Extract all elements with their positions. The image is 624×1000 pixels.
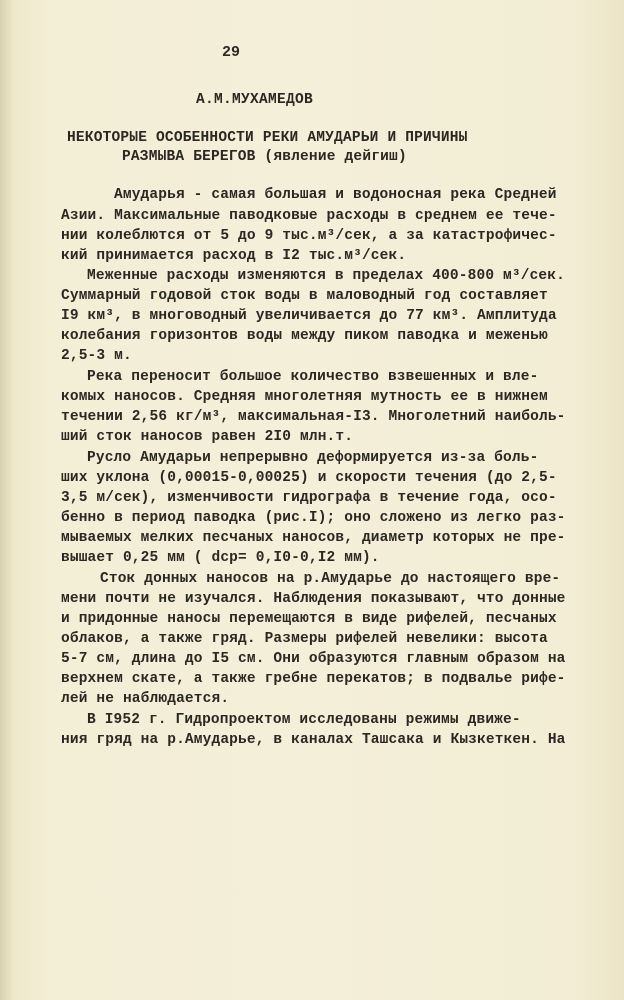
body-line: верхнем скате, а также гребне перекатов; в подвалье рифе-	[61, 671, 566, 687]
body-line: I9 км³, в многоводный увеличивается до 77 км³. Амплитуда	[61, 308, 557, 324]
body-line: Меженные расходы изменяются в пределах 400-800 м³/сек.	[87, 268, 565, 284]
article-title-line-2: РАЗМЫВА БЕРЕГОВ (явление дейгиш)	[122, 149, 407, 165]
body-line: 2,5-3 м.	[61, 348, 132, 364]
body-line: бенно в период паводка (рис.I); оно сложено из легко раз-	[61, 510, 566, 526]
body-line: ший сток наносов равен 2I0 млн.т.	[61, 429, 354, 445]
body-line: 5-7 см, длина до I5 см. Они образуются главным образом на	[61, 651, 566, 667]
body-line: Азии. Максимальные паводковые расходы в среднем ее тече-	[61, 208, 557, 224]
body-line: Сток донных наносов на р.Амударье до настоящего вре-	[100, 571, 561, 587]
body-line: кий принимается расход в I2 тыс.м³/сек.	[61, 248, 407, 264]
body-line: мываемых мелких песчаных наносов, диаметр которых не пре-	[61, 530, 566, 546]
body-line: вышает 0,25 мм ( dср= 0,I0-0,I2 мм).	[61, 550, 380, 566]
body-line: В I952 г. Гидропроектом исследованы режимы движе-	[87, 712, 521, 728]
body-line: и придонные наносы перемещаются в виде рифелей, песчаных	[61, 611, 557, 627]
body-line: течении 2,56 кг/м³, максимальная-I3. Многолетний наиболь-	[61, 409, 566, 425]
page-number: 29	[222, 44, 241, 61]
body-line: Русло Амударьи непрерывно деформируется из-за боль-	[87, 450, 539, 466]
body-line: мени почти не изучался. Наблюдения показывают, что донные	[61, 591, 566, 607]
body-line: Амударья - самая большая и водоносная река Средней	[114, 187, 557, 203]
body-line: Река переносит большое количество взвешенных и вле-	[87, 369, 539, 385]
body-line: колебания горизонтов воды между пиком паводка и меженью	[61, 328, 548, 344]
body-line: ших уклона (0,00015-0,00025) и скорости течения (до 2,5-	[61, 470, 557, 486]
body-line: облаков, а также гряд. Размеры рифелей невелики: высота	[61, 631, 548, 647]
body-line: 3,5 м/сек), изменчивости гидрографа в течение года, осо-	[61, 490, 557, 506]
body-line: комых наносов. Средняя многолетняя мутность ее в нижнем	[61, 389, 548, 405]
body-line: лей не наблюдается.	[61, 691, 230, 707]
body-line: ния гряд на р.Амударье, в каналах Ташсака и Кызкеткен. На	[61, 732, 566, 748]
body-line: нии колеблются от 5 до 9 тыс.м³/сек, а за катастрофичес-	[61, 228, 557, 244]
article-title-line-1: НЕКОТОРЫЕ ОСОБЕННОСТИ РЕКИ АМУДАРЬИ И ПРИЧИНЫ	[67, 130, 468, 146]
body-line: Суммарный годовой сток воды в маловодный год составляет	[61, 288, 548, 304]
author-name: А.М.МУХАМЕДОВ	[196, 92, 314, 108]
binding-shadow	[0, 0, 14, 1000]
